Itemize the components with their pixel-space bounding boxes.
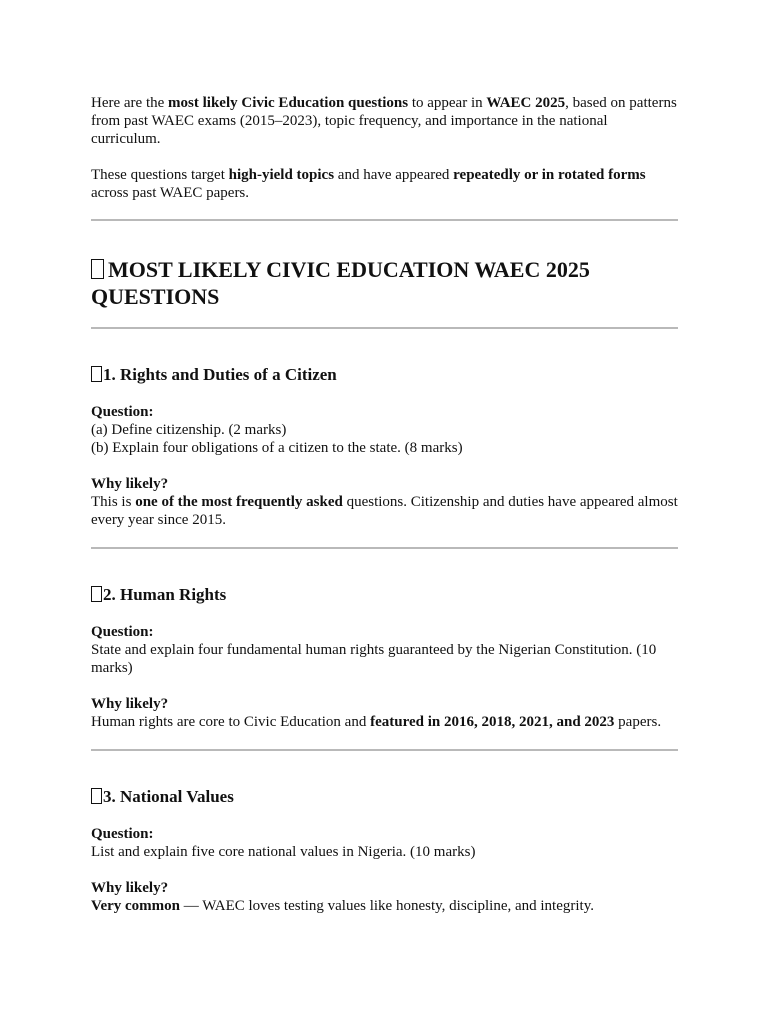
question-block xyxy=(91,623,679,677)
why-plain-text: This is xyxy=(91,494,136,510)
intro-text: across past WAEC papers. xyxy=(91,185,250,201)
why-plain-text: Human rights are core to Civic Education and xyxy=(91,714,371,730)
intro-paragraph-2 xyxy=(91,166,679,202)
why-bold-text: featured in 2016, 2018, 2021, and 2023 xyxy=(370,714,615,730)
missing-glyph-icon xyxy=(91,366,102,382)
why-label: Why likely? xyxy=(91,476,169,492)
question-block xyxy=(91,825,679,861)
why-text xyxy=(91,897,679,915)
missing-glyph-icon xyxy=(91,259,104,279)
why-label: Why likely? xyxy=(91,880,169,896)
section-title-text: 2. Human Rights xyxy=(103,585,227,604)
page-title xyxy=(91,256,679,310)
intro-bold-text: most likely Civic Education questions xyxy=(168,95,409,111)
why-text xyxy=(91,713,679,731)
question-line: List and explain five core national values in Nigeria. (10 marks) xyxy=(91,844,476,860)
intro-bold-text: high-yield topics xyxy=(228,167,335,183)
page-title-text: MOST LIKELY CIVIC EDUCATION WAEC 2025 QUESTIONS xyxy=(91,257,590,309)
why-plain-text: papers. xyxy=(614,714,662,730)
why-bold-text: Very common xyxy=(91,898,181,914)
intro-text: to appear in xyxy=(408,95,487,111)
question-block xyxy=(91,403,679,457)
divider xyxy=(91,219,678,221)
divider xyxy=(91,749,678,751)
question-label: Question: xyxy=(91,404,154,420)
question-label: Question: xyxy=(91,826,154,842)
document-page xyxy=(91,94,679,933)
section-title xyxy=(91,585,679,605)
why-text xyxy=(91,493,679,529)
section-title-text: 1. Rights and Duties of a Citizen xyxy=(103,365,337,384)
why-block xyxy=(91,879,679,915)
why-plain-text: questions. Citizenship and duties have appeared almost every year since 2015. xyxy=(91,494,678,528)
intro-bold-text: WAEC 2025 xyxy=(486,95,566,111)
missing-glyph-icon xyxy=(91,586,102,602)
missing-glyph-icon xyxy=(91,788,102,804)
question-line: (a) Define citizenship. (2 marks) xyxy=(91,422,287,438)
why-label: Why likely? xyxy=(91,696,169,712)
question-label: Question: xyxy=(91,624,154,640)
intro-text: and have appeared xyxy=(334,167,454,183)
question-line: (b) Explain four obligations of a citizen to the state. (8 marks) xyxy=(91,440,463,456)
section-title-text: 3. National Values xyxy=(103,787,234,806)
section-title xyxy=(91,787,679,807)
question-line: State and explain four fundamental human rights guaranteed by the Nigerian Constitution. (10 marks) xyxy=(91,642,657,676)
divider xyxy=(91,547,678,549)
divider xyxy=(91,327,678,329)
why-bold-text: one of the most frequently asked xyxy=(135,494,343,510)
why-block xyxy=(91,475,679,529)
why-plain-text: — WAEC loves testing values like honesty, discipline, and integrity. xyxy=(180,898,594,914)
why-block xyxy=(91,695,679,731)
intro-paragraph-1 xyxy=(91,94,679,148)
intro-text: , based on patterns from past WAEC exams (2015–2023), topic frequency, and importance in the national curriculum. xyxy=(91,95,677,147)
section-title xyxy=(91,365,679,385)
intro-text: Here are the xyxy=(91,95,169,111)
intro-text: These questions target xyxy=(91,167,229,183)
intro-bold-text: repeatedly or in rotated forms xyxy=(453,167,646,183)
